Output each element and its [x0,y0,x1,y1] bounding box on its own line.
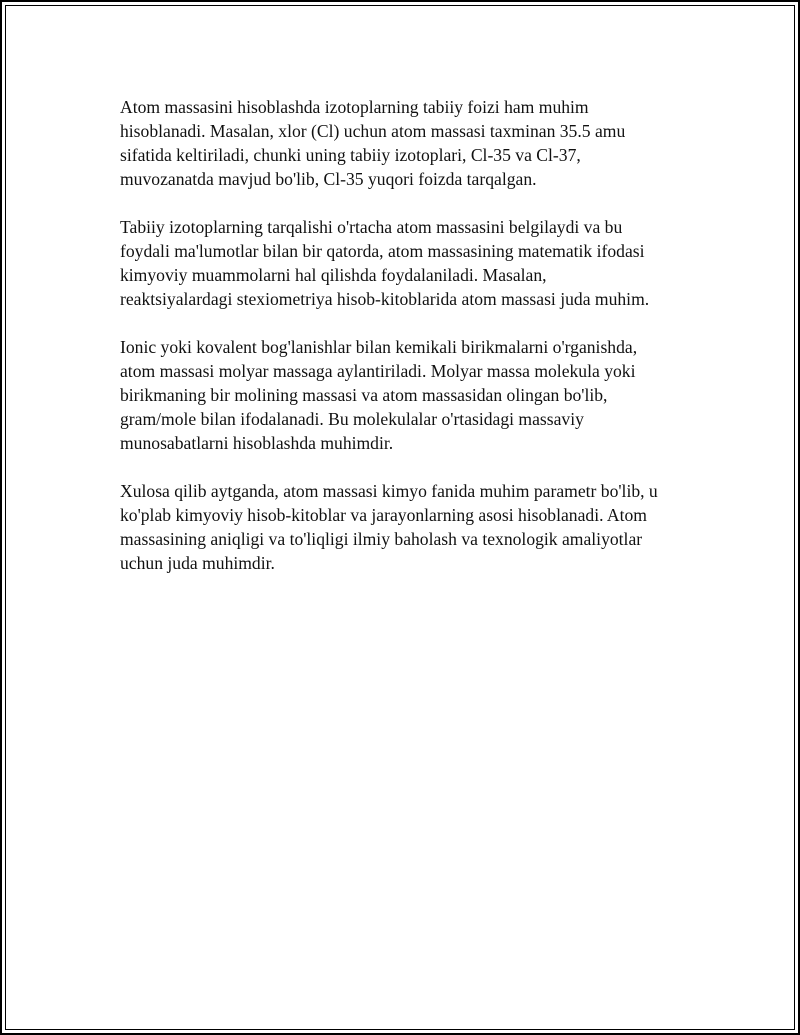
text-line: sifatida keltiriladi, chunki uning tabiiy izotoplari, Cl-35 va Cl-37, [120,145,581,165]
text-line: atom massasi molyar massaga aylantiriladi. Molyar massa molekula yoki [120,361,636,381]
text-line: birikmaning bir molining massasi va atom massasidan olingan bo'lib, [120,385,608,405]
text-line: Ionic yoki kovalent bog'lanishlar bilan kemikali birikmalarni o'rganishda, [120,337,638,357]
text-line: uchun juda muhimdir. [120,553,275,573]
text-line: muvozanatda mavjud bo'lib, Cl-35 yuqori foizda tarqalgan. [120,169,537,189]
text-line: munosabatlarni hisoblashda muhimdir. [120,433,394,453]
text-line: Xulosa qilib aytganda, atom massasi kimyo fanida muhim parametr bo'lib, u [120,481,658,501]
paragraph-molar-mass [120,335,710,455]
paragraph-isotope-abundance [120,95,710,191]
text-line: reaktsiyalardagi stexiometriya hisob-kitoblarida atom massasi juda muhim. [120,289,650,309]
text-line: foydali ma'lumotlar bilan bir qatorda, atom massasining matematik ifodasi [120,241,645,261]
text-line: hisoblanadi. Masalan, xlor (Cl) uchun atom massasi taxminan 35.5 amu [120,121,626,141]
text-line: Tabiiy izotoplarning tarqalishi o'rtacha atom massasini belgilaydi va bu [120,217,623,237]
text-line: massasining aniqligi va to'liqligi ilmiy baholash va texnologik amaliyotlar [120,529,643,549]
text-line: Atom massasini hisoblashda izotoplarning tabiiy foizi ham muhim [120,97,589,117]
document-body [120,95,710,599]
text-line: ko'plab kimyoviy hisob-kitoblar va jarayonlarning asosi hisoblanadi. Atom [120,505,647,525]
paragraph-conclusion [120,479,710,575]
paragraph-isotope-distribution [120,215,710,311]
text-line: gram/mole bilan ifodalanadi. Bu molekulalar o'rtasidagi massaviy [120,409,584,429]
text-line: kimyoviy muammolarni hal qilishda foydalaniladi. Masalan, [120,265,547,285]
